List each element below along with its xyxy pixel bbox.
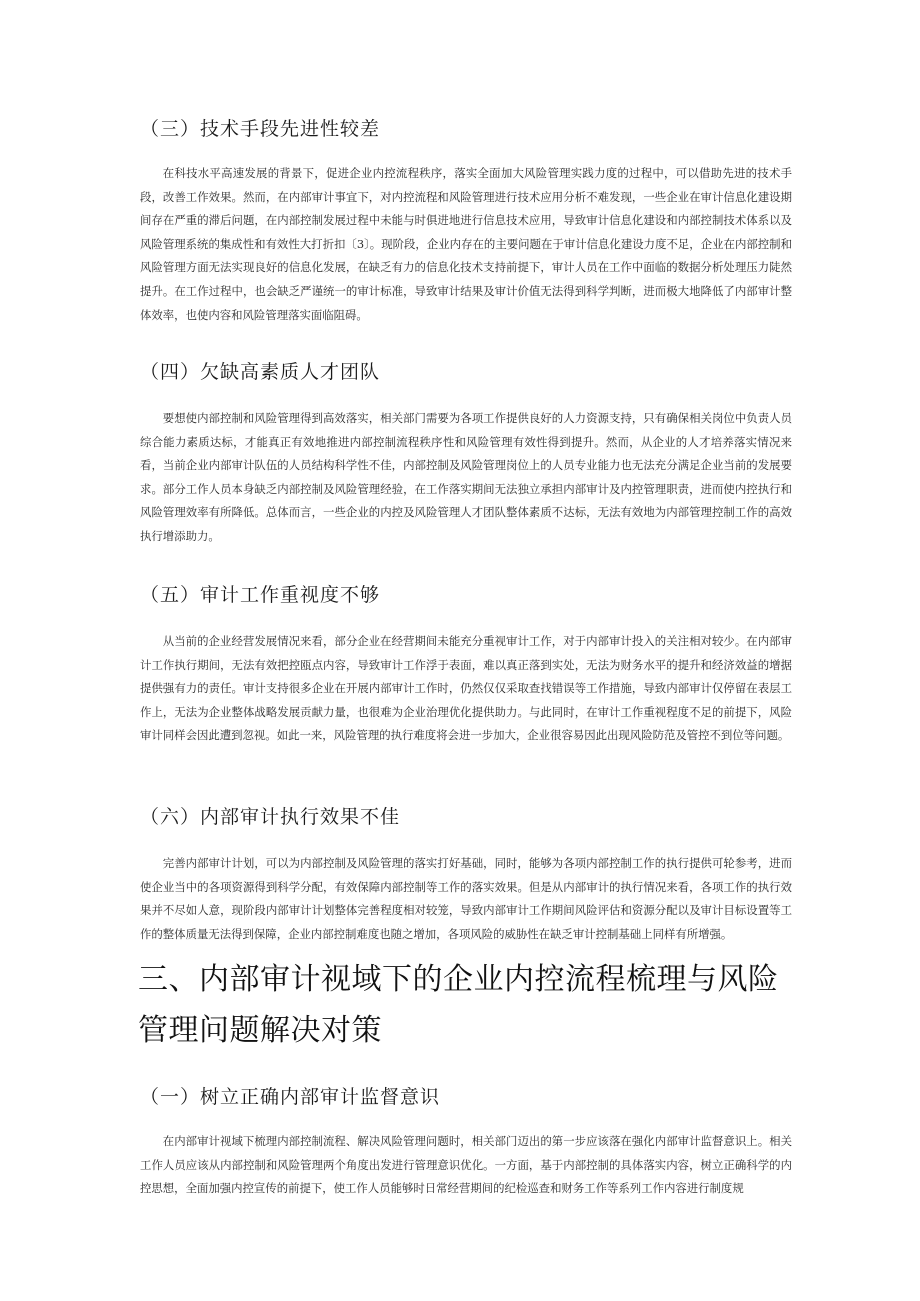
section-heading-3: （三）技术手段先进性较差 xyxy=(140,118,381,140)
section-body-3: 在科技水平高速发展的背景下，促进企业内控流程秩序，落实全面加大风险管理实践力度的过程中，可以借助先进的技术手段，改善工作效果。然而，在内部审计事宜下，对内控流程和风险管理进行技术应用分析不难发现，一些企业在审计信息化建设期间存在严重的滞后问题，在内部控制发展过程中未能与时俱进地进行信息技术应用，导致审计信息化建设和内部控制技术体系以及风险管理系统的集成性和有效性大打折扣〔3〕。现阶段，企业内存在的主要问题在于审计信息化建设力度不足，企业在内部控制和风险管理方面无法实现良好的信息化发展，在缺乏有力的信息化技术支持前提下，审计人员在工作中面临的数据分析处理压力陡然提升。在工作过程中，也会缺乏严谨统一的审计标准，导致审计结果及审计价值无法得到科学判断，进而极大地降低了内部审计整体效率，也使内容和风险管理落实面临阻碍。 xyxy=(140,166,792,322)
section-body-4: 要想使内部控制和风险管理得到高效落实，相关部门需要为各项工作提供良好的人力资源支持，只有确保相关岗位中负责人员综合能力素质达标，才能真正有效地推进内部控制流程秩序性和风险管理有效性得到提升。然而，从企业的人才培养落实情况来看，当前企业内部审计队伍的人员结构科学性不佳，内部控制及风险管理岗位上的人员专业能力也无法充分满足企业当前的发展要求。部分工作人员本身缺乏内部控制及风险管理经验，在工作落实期间无法独立承担内部审计及内控管理职责，进而使内控执行和风险管理效率有所降低。总体而言，一些企业的内控及风险管理人才团队整体素质不达标，无法有效地为内部管理控制工作的高效执行增添助力。 xyxy=(140,411,792,543)
section-body-6: 完善内部审计计划，可以为内部控制及风险管理的落实打好基础，同时，能够为各项内部控制工作的执行提供可轮参考，进而使企业当中的各项资源得到科学分配，有效保障内部控制等工作的落实效果。但是从内部审计的执行情况来看，各项工作的执行效果并不尽如人意，现阶段内部审计计划整体完善程度相对较笼，导致内部审计工作期间风险评估和资源分配以及审计目标设置等工作的整体质量无法得到保障，企业内部控制难度也随之增加，各项风险的威胁性在缺乏审计控制基础上同样有所增强。 xyxy=(140,856,792,941)
chapter-heading: 三、内部审计视域下的企业内控流程梳理与风险管理问题解决对策 xyxy=(138,962,779,1048)
subsection-body-1: 在内部审计视域下梳理内部控制流程、解决风险管理问题时，相关部门迈出的第一步应该落在强化内部审计监督意识上。相关工作人员应该从内部控制和风险管理两个角度出发进行管理意识优化。一方面，基于内部控制的具体落实内容，树立正确科学的内控思想，全面加强内控宣传的前提下，使工作人员能够时日常经营期间的纪检巡查和财务工作等系列工作内容进行制度规 xyxy=(140,1134,792,1196)
section-heading-4: （四）欠缺高素质人才团队 xyxy=(140,361,381,383)
subsection-heading-1: （一）树立正确内部审计监督意识 xyxy=(140,1086,441,1108)
section-heading-6: （六）内部审计执行效果不佳 xyxy=(140,806,401,828)
section-body-5: 从当前的企业经营发展情况来看，部分企业在经营期间未能充分重视审计工作，对于内部审计投入的关注相对较少。在内部审计工作执行期间，无法有效把控瓯点内容，导致审计工作浮于表面，难以真正落到实处，无法为财务水平的提升和经济效益的增据提供强有力的责任。审计支持很多企业在开展内部审计工作时，仍然仅仅采取查找错误等工作措施，导致内部审计仅停留在表层工作上，无法为企业整体战略发展贡献力量，也很难为企业治理优化提供助力。与此同时，在审计工作重视程度不足的前提下，风险审计同样会因此遭到忽视。如此一来，风险管理的执行难度将会进一步加大，企业很容易因此出现风险防范及管控不到位等问题。 xyxy=(140,634,792,743)
section-heading-5: （五）审计工作重视度不够 xyxy=(140,584,381,606)
